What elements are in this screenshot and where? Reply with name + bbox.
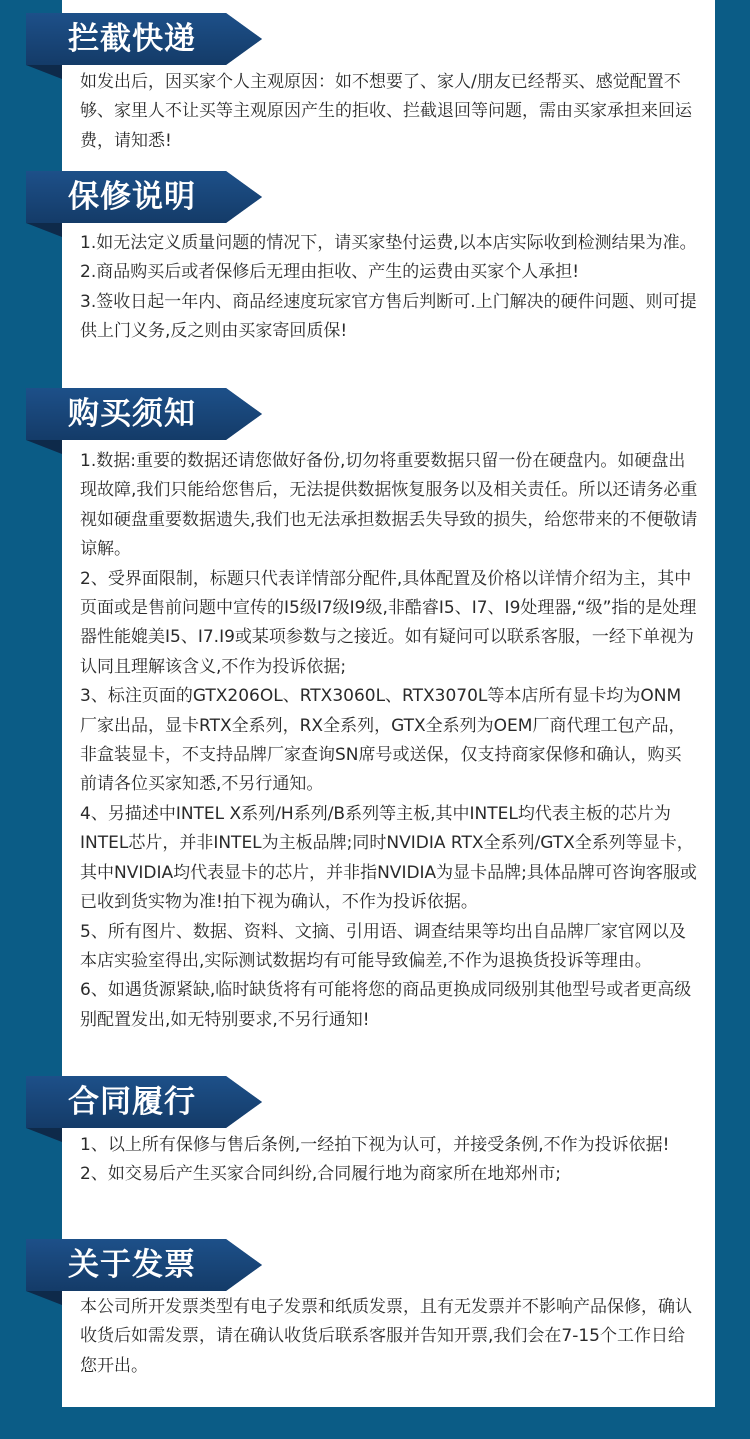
section-title: 合同履行: [68, 1084, 196, 1120]
paragraph: 3、标注页面的GTX206OL、RTX3060L、RTX3070L等本店所有显卡均为ONM厂家出品，显卡RTX全系列，RX全系列，GTX全系列为OEM厂商代理工包产品，非盒装显卡，不支持品牌厂家查询SN席号或送保，仅支持商家保修和确认，购买前请各位买家知悉,不另行通知。: [80, 686, 686, 795]
section-title: 拦截快递: [68, 21, 196, 57]
paragraph: 1.如无法定义质量问题的情况下，请买家垫付运费,以本店实际收到检测结果为准。: [80, 233, 697, 253]
paragraph: 1、以上所有保修与售后条例,一经拍下视为认可，并接受条例,不作为投诉依据!: [80, 1135, 670, 1155]
paragraph: 5、所有图片、数据、资料、文摘、引用语、调查结果等均出自品牌厂家官网以及本店实验室得出,实际测试数据均有可能导致偏差,不作为退换货投诉等理由。: [80, 921, 686, 971]
paragraph: 4、另描述中INTEL X系列/H系列/B系列等主板,其中INTEL均代表主板的芯片为INTEL芯片，并非INTEL为主板品牌;同时NVIDIA RTX全系列/GTX全系列等显卡，其中NVIDIA均代表显卡的芯片，并非指NVIDIA为显卡品牌;具体品牌可咨询客服或已收到货实物为准!拍下视为确认，不作为投诉依据。: [80, 803, 697, 913]
paragraph: 2、受界面限制，标题只代表详情部分配件,具体配置及价格以详情介绍为主，其中页面或是售前问题中宣传的I5级I7级I9级,非酷睿I5、I7、I9处理器,“级”指的是处理器性能媲美I5、I7.I9或某项参数与之接近。如有疑问可以联系客服，一经下单视为认同且理解该含义,不作为投诉依据;: [80, 568, 697, 677]
banner-fold: [26, 223, 62, 237]
paragraph: 如发出后，因买家个人主观原因：如不想要了、家人/朋友已经帮买、感觉配置不够、家里人不让买等主观原因产生的拒收、拦截退回等问题，需由买家承担来回运费，请知悉!: [80, 72, 692, 151]
paragraph: 2、如交易后产生买家合同纠纷,合同履行地为商家所在地郑州市;: [80, 1164, 561, 1185]
paragraph: 1.数据:重要的数据还请您做好备份,切勿将重要数据只留一份在硬盘内。如硬盘出现故障,我们只能给您售后，无法提供数据恢复服务以及相关责任。所以还请务必重视如硬盘重要数据遗失,我们也无法承担数据丢失导致的损失，给您带来的不便敬请谅解。: [80, 451, 698, 560]
section-title: 购买须知: [68, 396, 196, 432]
section-title: 保修说明: [68, 179, 196, 215]
banner-fold: [26, 440, 62, 454]
paragraph: 本公司所开发票类型有电子发票和纸质发票，且有无发票并不影响产品保修，确认收货后如需发票，请在确认收货后联系客服并告知开票,我们会在7-15个工作日给您开出。: [80, 1297, 692, 1376]
banner-fold: [26, 65, 62, 79]
banner-fold: [26, 1128, 62, 1142]
paragraph: 3.签收日起一年内、商品经速度玩家官方售后判断可.上门解决的硬件问题、则可提供上门义务,反之则由买家寄回质保!: [80, 291, 697, 342]
section-body-invoice: [80, 1293, 698, 1381]
section-title: 关于发票: [68, 1247, 196, 1283]
paragraph: 6、如遇货源紧缺,临时缺货将有可能将您的商品更换成同级别其他型号或者更高级别配置发出,如无特别要求,不另行通知!: [80, 980, 692, 1030]
banner-fold: [26, 1291, 62, 1305]
section-body-contract: [80, 1131, 698, 1190]
section-body-purchase-notice: [80, 447, 698, 1035]
paragraph: 2.商品购买后或者保修后无理由拒收、产生的运费由买家个人承担!: [80, 262, 580, 283]
section-body-warranty: [80, 229, 698, 347]
section-body-intercept: [80, 68, 698, 156]
